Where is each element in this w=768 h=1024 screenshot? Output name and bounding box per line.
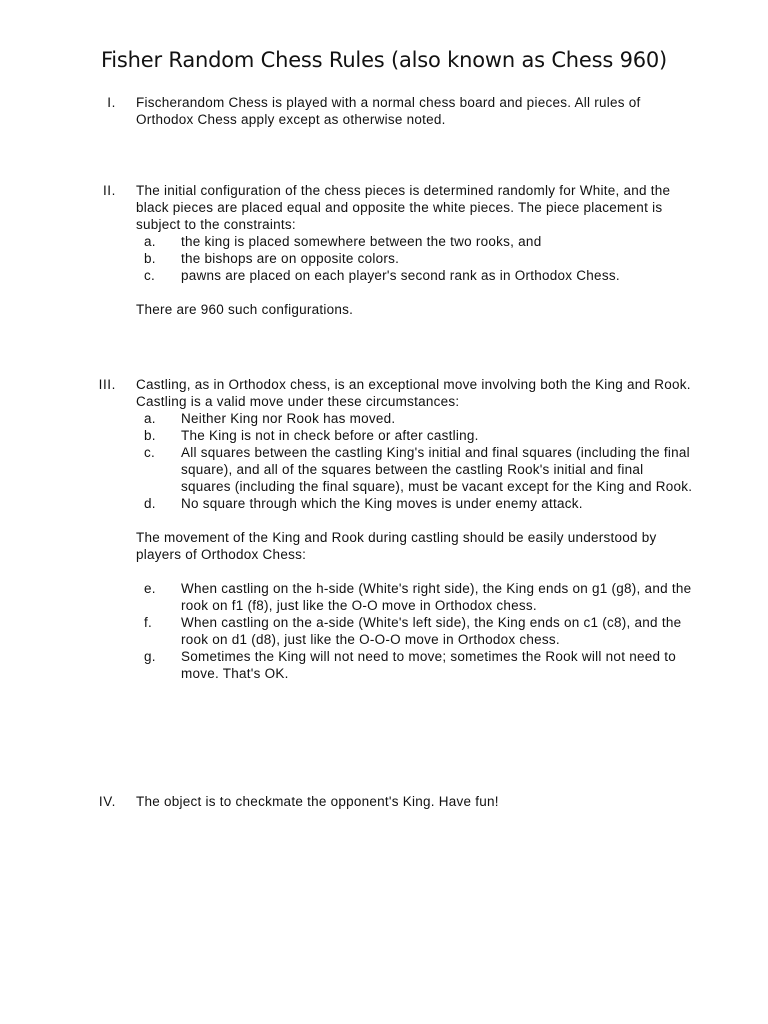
item-text: No square through which the King moves is under enemy attack. [181,496,583,511]
section-number-1: I. [107,95,116,110]
page-title: Fisher Random Chess Rules (also known as Chess 960) [100,48,668,72]
item-text: Sometimes the King will not need to move; sometimes the Rook will not need to move. That's OK. [181,649,676,681]
item-text: When castling on the a-side (White's left side), the King ends on c1 (c8), and the rook on d1 (d8), just like the O-O-O move in Orthodox chess. [181,615,682,647]
item-letter: a. [144,411,156,426]
item-text: When castling on the h-side (White's right side), the King ends on g1 (g8), and the rook on f1 (f8), just like the O-O move in Orthodox chess. [181,581,692,613]
list-item [136,410,696,427]
section-1 [136,94,696,128]
section-3-middle: The movement of the King and Rook during castling should be easily understood by players of Orthodox Chess: [136,530,657,562]
item-letter: g. [144,649,156,664]
section-4 [136,793,696,810]
section-2 [136,182,696,318]
item-text: All squares between the castling King's initial and final squares (including the final square), and all of the squares between the castling Rook's initial and final squares (including the final square), must be vacant except for the King and Rook. [181,445,693,494]
section-4-intro: The object is to checkmate the opponent's King. Have fun! [136,794,499,809]
list-item [136,648,696,682]
item-letter: d. [144,496,156,511]
section-2-list [136,233,696,284]
list-item [136,267,696,284]
list-item [136,250,696,267]
item-letter: b. [144,428,156,443]
item-letter: f. [144,615,153,630]
item-text: the king is placed somewhere between the two rooks, and [181,234,542,249]
item-text: pawns are placed on each player's second rank as in Orthodox Chess. [181,268,620,283]
section-3-intro: Castling, as in Orthodox chess, is an exceptional move involving both the King and Rook. Castling is a valid move under these circumstances: [136,377,691,409]
section-1-intro: Fischerandom Chess is played with a normal chess board and pieces. All rules of Orthodox Chess apply except as otherwise noted. [136,95,641,127]
section-number-2: II. [102,183,116,198]
item-text: Neither King nor Rook has moved. [181,411,396,426]
section-2-intro: The initial configuration of the chess pieces is determined randomly for White, and the black pieces are placed equal and opposite the white pieces. The piece placement is subject to the constraints: [136,183,671,232]
section-number-4: IV. [98,794,116,809]
item-letter: c. [144,445,156,460]
list-item [136,580,696,614]
item-text: The King is not in check before or after castling. [181,428,479,443]
section-3 [136,376,696,682]
item-letter: c. [144,268,156,283]
list-item [136,614,696,648]
item-text: the bishops are on opposite colors. [181,251,400,266]
list-item [136,427,696,444]
item-letter: a. [144,234,156,249]
list-item [136,444,696,495]
section-3-list [136,410,696,512]
section-2-note: There are 960 such configurations. [136,302,354,317]
list-item [136,233,696,250]
section-number-3: III. [98,377,116,392]
section-3-list-2 [136,580,696,682]
list-item [136,495,696,512]
item-letter: b. [144,251,156,266]
item-letter: e. [144,581,156,596]
